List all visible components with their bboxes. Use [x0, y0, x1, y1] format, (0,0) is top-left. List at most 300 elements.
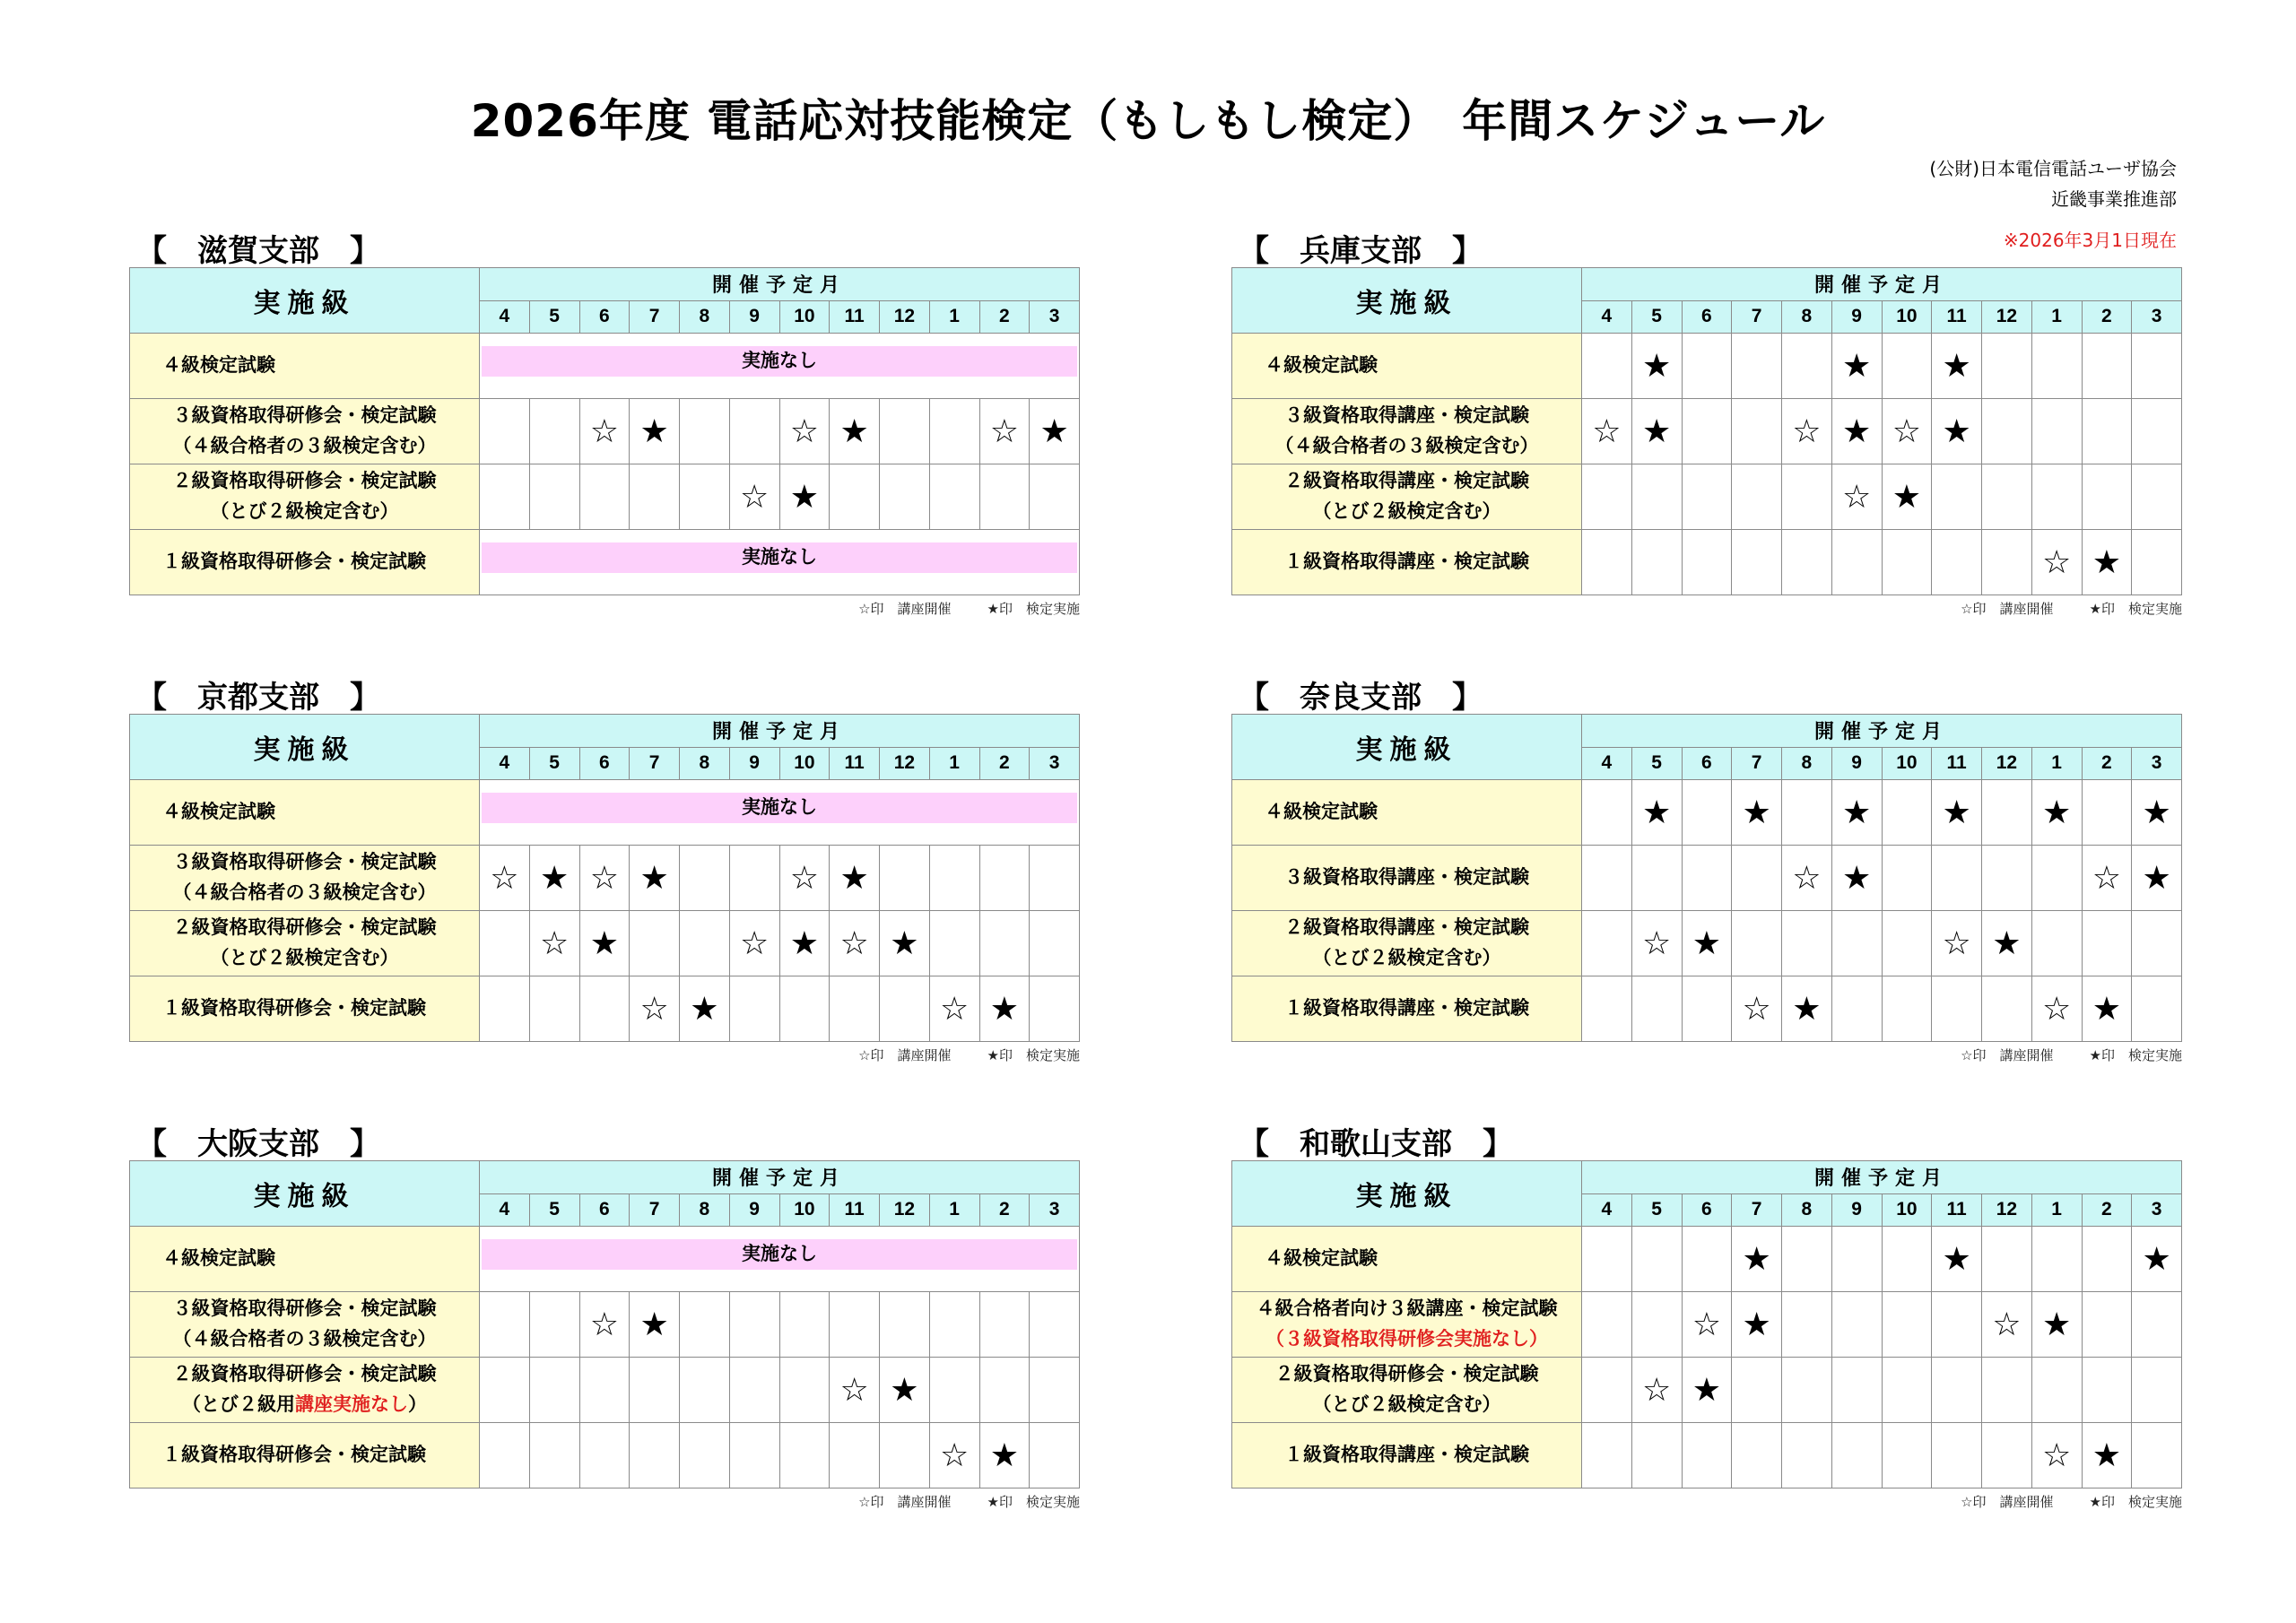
- empty-cell: [1782, 1358, 1832, 1423]
- month-header-cell: 5: [529, 300, 579, 334]
- empty-cell: [1732, 530, 1782, 595]
- lecture-star-icon: ☆: [1782, 399, 1832, 464]
- exam-star-icon: ★: [2132, 846, 2182, 911]
- month-header-cell: 2: [2082, 747, 2132, 780]
- empty-cell: [1682, 399, 1732, 464]
- legend-exam: ★印 検定実施: [2089, 601, 2182, 617]
- month-header-cell: 11: [830, 300, 880, 334]
- empty-cell: [1631, 530, 1682, 595]
- empty-cell: [1732, 399, 1782, 464]
- month-header-cell: 5: [1631, 747, 1682, 780]
- lecture-star-icon: ☆: [1631, 1358, 1682, 1423]
- empty-cell: [979, 1292, 1030, 1358]
- empty-cell: [929, 399, 979, 464]
- month-header-cell: 9: [729, 1193, 779, 1227]
- empty-cell: [1932, 1358, 1982, 1423]
- month-header-cell: 7: [1732, 1193, 1782, 1227]
- table-row: [1232, 399, 2182, 464]
- month-header-cell: 10: [779, 1193, 830, 1227]
- exam-star-icon: ★: [1831, 780, 1882, 846]
- empty-cell: [779, 1358, 830, 1423]
- not-held-cell: [480, 530, 1080, 595]
- not-held-wrap: [480, 1227, 1079, 1291]
- grade-label: ２級資格取得研修会・検定試験 （とび２級検定含む）: [130, 911, 480, 976]
- lecture-star-icon: ☆: [1882, 399, 1932, 464]
- month-header-cell: 8: [1782, 747, 1832, 780]
- empty-cell: [2132, 530, 2182, 595]
- exam-star-icon: ★: [979, 1423, 1030, 1488]
- month-header-cell: 3: [2132, 1193, 2182, 1227]
- empty-cell: [2132, 399, 2182, 464]
- empty-cell: [1682, 1423, 1732, 1488]
- month-header-cell: 8: [680, 1193, 730, 1227]
- exam-star-icon: ★: [1682, 911, 1732, 976]
- month-header-cell: 1: [2031, 300, 2082, 334]
- month-header-cell: 2: [979, 300, 1030, 334]
- not-held-wrap: [480, 780, 1079, 845]
- header-row: [130, 715, 1080, 748]
- empty-cell: [880, 1292, 930, 1358]
- schedule-table: [1231, 267, 2182, 595]
- lecture-star-icon: ☆: [1982, 1292, 2032, 1358]
- empty-cell: [2031, 911, 2082, 976]
- not-held-cell: [480, 1227, 1080, 1292]
- empty-cell: [2031, 334, 2082, 399]
- exam-star-icon: ★: [1782, 976, 1832, 1042]
- header-row: [1232, 715, 2182, 748]
- month-header-cell: 12: [1982, 747, 2032, 780]
- month-header-cell: 10: [1882, 300, 1932, 334]
- empty-cell: [1932, 530, 1982, 595]
- empty-cell: [779, 976, 830, 1042]
- month-header-cell: 4: [1582, 1193, 1632, 1227]
- exam-star-icon: ★: [1932, 334, 1982, 399]
- empty-cell: [529, 1423, 579, 1488]
- grade-label: ２級資格取得講座・検定試験 （とび２級検定含む）: [1232, 464, 1582, 530]
- exam-star-icon: ★: [779, 911, 830, 976]
- branch-title: 【 京都支部 】: [136, 680, 380, 716]
- lecture-star-icon: ☆: [1831, 464, 1882, 530]
- schedule-table: [1231, 1160, 2182, 1488]
- as-of-date: ※2026年3月1日現在: [2003, 230, 2177, 251]
- legend-lecture: ☆印 講座開催: [858, 1047, 952, 1063]
- empty-cell: [1882, 846, 1932, 911]
- empty-cell: [2132, 1292, 2182, 1358]
- empty-cell: [830, 1292, 880, 1358]
- exam-star-icon: ★: [979, 976, 1030, 1042]
- exam-star-icon: ★: [1732, 1292, 1782, 1358]
- empty-cell: [480, 911, 530, 976]
- lecture-star-icon: ☆: [729, 464, 779, 530]
- empty-cell: [480, 1292, 530, 1358]
- month-header-cell: 8: [680, 300, 730, 334]
- empty-cell: [2082, 399, 2132, 464]
- schedule-table: [129, 1160, 1080, 1488]
- month-header-cell: 3: [2132, 747, 2182, 780]
- not-held-note: （３級資格取得研修会実施なし）: [1265, 1329, 1548, 1350]
- empty-cell: [729, 1423, 779, 1488]
- month-header-cell: 11: [1932, 300, 1982, 334]
- table-row: [130, 846, 1080, 911]
- empty-cell: [1030, 911, 1080, 976]
- exam-star-icon: ★: [579, 911, 630, 976]
- branch-title: 【 滋賀支部 】: [136, 233, 380, 269]
- branch-title: 【 大阪支部 】: [136, 1126, 380, 1162]
- month-header-cell: 6: [579, 747, 630, 780]
- grade-label: ２級資格取得研修会・検定試験 （とび２級検定含む）: [1232, 1358, 1582, 1423]
- table-row: [130, 334, 1080, 399]
- empty-cell: [2132, 1423, 2182, 1488]
- grade-label: ４級検定試験: [1232, 1227, 1582, 1292]
- month-header-cell: 4: [480, 300, 530, 334]
- empty-cell: [1631, 1423, 1682, 1488]
- grade-label-note: [1232, 1324, 1581, 1355]
- empty-cell: [729, 1358, 779, 1423]
- month-header-cell: 5: [529, 747, 579, 780]
- months-header: 開催予定月: [480, 715, 1080, 748]
- month-header-cell: 8: [1782, 1193, 1832, 1227]
- branch-section: [129, 680, 1080, 1063]
- lecture-star-icon: ☆: [1682, 1292, 1732, 1358]
- empty-cell: [1030, 1292, 1080, 1358]
- grade-label: ４級検定試験: [130, 334, 480, 399]
- empty-cell: [1682, 530, 1732, 595]
- empty-cell: [1982, 334, 2032, 399]
- empty-cell: [1882, 1423, 1932, 1488]
- empty-cell: [2082, 911, 2132, 976]
- month-header-cell: 9: [1831, 747, 1882, 780]
- empty-cell: [1782, 780, 1832, 846]
- empty-cell: [579, 464, 630, 530]
- empty-cell: [1682, 846, 1732, 911]
- empty-cell: [1682, 1227, 1732, 1292]
- grade-label: ３級資格取得研修会・検定試験 （４級合格者の３級検定含む）: [130, 846, 480, 911]
- empty-cell: [830, 976, 880, 1042]
- month-header-cell: 12: [1982, 1193, 2032, 1227]
- month-header-cell: 5: [1631, 300, 1682, 334]
- month-header-cell: 4: [1582, 747, 1632, 780]
- month-header-cell: 12: [880, 1193, 930, 1227]
- lecture-star-icon: ☆: [729, 911, 779, 976]
- grade-label-note: （とび２級用講座実施なし）: [182, 1394, 427, 1415]
- exam-star-icon: ★: [2082, 1423, 2132, 1488]
- table-row: [130, 911, 1080, 976]
- empty-cell: [1882, 976, 1932, 1042]
- empty-cell: [1782, 911, 1832, 976]
- lecture-star-icon: ☆: [1732, 976, 1782, 1042]
- legend-exam: ★印 検定実施: [987, 1047, 1080, 1063]
- exam-star-icon: ★: [1831, 846, 1882, 911]
- exam-star-icon: ★: [529, 846, 579, 911]
- month-header-cell: 7: [630, 300, 680, 334]
- empty-cell: [680, 464, 730, 530]
- lecture-star-icon: ☆: [579, 399, 630, 464]
- empty-cell: [1582, 334, 1632, 399]
- months-header: 開催予定月: [480, 1161, 1080, 1194]
- empty-cell: [1582, 1227, 1632, 1292]
- empty-cell: [2031, 1227, 2082, 1292]
- empty-cell: [1030, 464, 1080, 530]
- empty-cell: [1882, 530, 1932, 595]
- grade-column-header: 実施級: [1232, 715, 1582, 780]
- grade-column-header: 実施級: [130, 268, 480, 334]
- empty-cell: [2031, 846, 2082, 911]
- table-row: [1232, 464, 2182, 530]
- empty-cell: [1582, 976, 1632, 1042]
- empty-cell: [779, 1292, 830, 1358]
- empty-cell: [729, 976, 779, 1042]
- exam-star-icon: ★: [1631, 780, 1682, 846]
- header-row: [130, 1161, 1080, 1194]
- empty-cell: [1732, 334, 1782, 399]
- empty-cell: [680, 1292, 730, 1358]
- month-header-cell: 11: [830, 747, 880, 780]
- empty-cell: [979, 846, 1030, 911]
- month-header-cell: 9: [729, 300, 779, 334]
- lecture-star-icon: ☆: [979, 399, 1030, 464]
- month-header-cell: 10: [1882, 747, 1932, 780]
- legend-exam: ★印 検定実施: [2089, 1494, 2182, 1510]
- months-header: 開催予定月: [1582, 715, 2182, 748]
- month-header-cell: 7: [630, 1193, 680, 1227]
- month-header-cell: 6: [1682, 747, 1732, 780]
- grade-label-line: ２級資格取得研修会・検定試験: [172, 1364, 437, 1384]
- empty-cell: [1732, 846, 1782, 911]
- lecture-star-icon: ☆: [480, 846, 530, 911]
- header-row: [130, 268, 1080, 301]
- month-header-cell: 1: [929, 1193, 979, 1227]
- month-header-cell: 7: [630, 747, 680, 780]
- legend-lecture: ☆印 講座開催: [1961, 601, 2054, 617]
- empty-cell: [480, 1423, 530, 1488]
- empty-cell: [2132, 464, 2182, 530]
- month-header-cell: 12: [1982, 300, 2032, 334]
- lecture-star-icon: ☆: [2031, 1423, 2082, 1488]
- lecture-star-icon: ☆: [579, 1292, 630, 1358]
- empty-cell: [1831, 976, 1882, 1042]
- months-header: 開催予定月: [480, 268, 1080, 301]
- grade-label: ２級資格取得講座・検定試験 （とび２級検定含む）: [1232, 911, 1582, 976]
- empty-cell: [2082, 464, 2132, 530]
- month-header-cell: 9: [1831, 300, 1882, 334]
- grade-label: １級資格取得講座・検定試験: [1232, 976, 1582, 1042]
- empty-cell: [729, 399, 779, 464]
- table-row: [1232, 1292, 2182, 1358]
- exam-star-icon: ★: [830, 846, 880, 911]
- empty-cell: [1782, 1292, 1832, 1358]
- exam-star-icon: ★: [2031, 780, 2082, 846]
- empty-cell: [1882, 1227, 1932, 1292]
- month-header-cell: 4: [480, 747, 530, 780]
- month-header-cell: 3: [1030, 1193, 1080, 1227]
- schedule-table: [129, 267, 1080, 595]
- empty-cell: [1732, 911, 1782, 976]
- lecture-star-icon: ☆: [929, 976, 979, 1042]
- month-header-cell: 3: [1030, 300, 1080, 334]
- empty-cell: [2082, 1292, 2132, 1358]
- branch-title: 【 和歌山支部 】: [1239, 1126, 1513, 1162]
- empty-cell: [979, 1358, 1030, 1423]
- lecture-star-icon: ☆: [779, 846, 830, 911]
- empty-cell: [1882, 1358, 1932, 1423]
- exam-star-icon: ★: [2082, 976, 2132, 1042]
- empty-cell: [1582, 846, 1632, 911]
- grade-label: ４級検定試験: [1232, 334, 1582, 399]
- month-header-cell: 2: [979, 747, 1030, 780]
- grade-label: ２級資格取得研修会・検定試験 （とび２級検定含む）: [130, 464, 480, 530]
- empty-cell: [1631, 846, 1682, 911]
- empty-cell: [2082, 334, 2132, 399]
- empty-cell: [1982, 1358, 2032, 1423]
- table-row: [1232, 780, 2182, 846]
- schedule-table: [129, 714, 1080, 1042]
- exam-star-icon: ★: [630, 399, 680, 464]
- empty-cell: [1582, 780, 1632, 846]
- grade-column-header: 実施級: [130, 715, 480, 780]
- empty-cell: [729, 846, 779, 911]
- grade-label: ３級資格取得講座・検定試験: [1232, 846, 1582, 911]
- month-header-cell: 2: [2082, 300, 2132, 334]
- legend: [1925, 599, 2182, 618]
- lecture-star-icon: ☆: [779, 399, 830, 464]
- grade-label: [130, 1358, 480, 1423]
- empty-cell: [680, 846, 730, 911]
- month-header-cell: 4: [1582, 300, 1632, 334]
- empty-cell: [2082, 1358, 2132, 1423]
- empty-cell: [1732, 464, 1782, 530]
- exam-star-icon: ★: [2132, 1227, 2182, 1292]
- empty-cell: [1582, 530, 1632, 595]
- empty-cell: [1582, 464, 1632, 530]
- month-header-cell: 12: [880, 747, 930, 780]
- months-header: 開催予定月: [1582, 1161, 2182, 1194]
- month-header-cell: 7: [1732, 300, 1782, 334]
- exam-star-icon: ★: [830, 399, 880, 464]
- table-row: [130, 464, 1080, 530]
- header-row: [1232, 268, 2182, 301]
- month-header-cell: 12: [880, 300, 930, 334]
- legend-exam: ★印 検定実施: [2089, 1047, 2182, 1063]
- table-row: [1232, 1423, 2182, 1488]
- empty-cell: [1932, 1423, 1982, 1488]
- lecture-star-icon: ☆: [2031, 976, 2082, 1042]
- legend: [822, 1046, 1080, 1064]
- exam-star-icon: ★: [1831, 334, 1882, 399]
- empty-cell: [1982, 399, 2032, 464]
- empty-cell: [2132, 334, 2182, 399]
- month-header-cell: 11: [1932, 1193, 1982, 1227]
- empty-cell: [1932, 464, 1982, 530]
- empty-cell: [1631, 976, 1682, 1042]
- table-row: [1232, 976, 2182, 1042]
- empty-cell: [529, 1358, 579, 1423]
- empty-cell: [1682, 464, 1732, 530]
- legend-lecture: ☆印 講座開催: [1961, 1494, 2054, 1510]
- grade-label: ４級検定試験: [130, 780, 480, 846]
- table-row: [130, 1423, 1080, 1488]
- empty-cell: [1831, 530, 1882, 595]
- month-header-cell: 8: [1782, 300, 1832, 334]
- branch-section: [1231, 1126, 2182, 1510]
- empty-cell: [2082, 780, 2132, 846]
- lecture-star-icon: ☆: [2082, 846, 2132, 911]
- months-header: 開催予定月: [1582, 268, 2182, 301]
- month-header-cell: 10: [1882, 1193, 1932, 1227]
- empty-cell: [480, 464, 530, 530]
- empty-cell: [1030, 846, 1080, 911]
- empty-cell: [1682, 976, 1732, 1042]
- month-header-cell: 4: [480, 1193, 530, 1227]
- month-header-cell: 9: [729, 747, 779, 780]
- empty-cell: [1831, 1292, 1882, 1358]
- empty-cell: [1831, 1358, 1882, 1423]
- not-held-note: 講座実施なし: [295, 1394, 408, 1415]
- not-held-wrap: [480, 334, 1079, 398]
- empty-cell: [1582, 1292, 1632, 1358]
- empty-cell: [529, 1292, 579, 1358]
- exam-star-icon: ★: [680, 976, 730, 1042]
- month-header-cell: 3: [2132, 300, 2182, 334]
- grade-label: １級資格取得研修会・検定試験: [130, 976, 480, 1042]
- legend-exam: ★印 検定実施: [987, 1494, 1080, 1510]
- schedule-table: [1231, 714, 2182, 1042]
- header-row: [1232, 1161, 2182, 1194]
- empty-cell: [979, 911, 1030, 976]
- lecture-star-icon: ☆: [529, 911, 579, 976]
- exam-star-icon: ★: [2132, 780, 2182, 846]
- month-header-cell: 6: [579, 1193, 630, 1227]
- grade-label: [1232, 1292, 1582, 1358]
- month-header-cell: 10: [779, 747, 830, 780]
- empty-cell: [529, 464, 579, 530]
- branch-section: [129, 233, 1080, 617]
- lecture-star-icon: ☆: [1582, 399, 1632, 464]
- page-title: 2026年度 電話応対技能検定（もしもし検定） 年間スケジュール: [470, 95, 1826, 147]
- lecture-star-icon: ☆: [830, 911, 880, 976]
- empty-cell: [2031, 464, 2082, 530]
- empty-cell: [680, 1423, 730, 1488]
- lecture-star-icon: ☆: [929, 1423, 979, 1488]
- exam-star-icon: ★: [880, 1358, 930, 1423]
- empty-cell: [1982, 780, 2032, 846]
- month-header-cell: 1: [929, 300, 979, 334]
- empty-cell: [1882, 911, 1932, 976]
- empty-cell: [1682, 334, 1732, 399]
- table-row: [1232, 1227, 2182, 1292]
- empty-cell: [1831, 1423, 1882, 1488]
- exam-star-icon: ★: [1932, 780, 1982, 846]
- grade-column-header: 実施級: [1232, 1161, 1582, 1227]
- empty-cell: [1782, 1227, 1832, 1292]
- lecture-star-icon: ☆: [630, 976, 680, 1042]
- empty-cell: [1582, 911, 1632, 976]
- org-name: (公財)日本電信電話ユーザ協会: [1929, 158, 2177, 179]
- empty-cell: [779, 1423, 830, 1488]
- org-department: 近畿事業推進部: [2051, 188, 2177, 210]
- empty-cell: [830, 464, 880, 530]
- not-held-cell: [480, 780, 1080, 846]
- table-row: [1232, 846, 2182, 911]
- table-row: [130, 1292, 1080, 1358]
- empty-cell: [1631, 1227, 1682, 1292]
- empty-cell: [929, 911, 979, 976]
- exam-star-icon: ★: [630, 846, 680, 911]
- month-header-cell: 5: [529, 1193, 579, 1227]
- branch-title: 【 奈良支部 】: [1239, 680, 1483, 716]
- grade-column-header: 実施級: [1232, 268, 1582, 334]
- empty-cell: [1030, 976, 1080, 1042]
- table-row: [1232, 530, 2182, 595]
